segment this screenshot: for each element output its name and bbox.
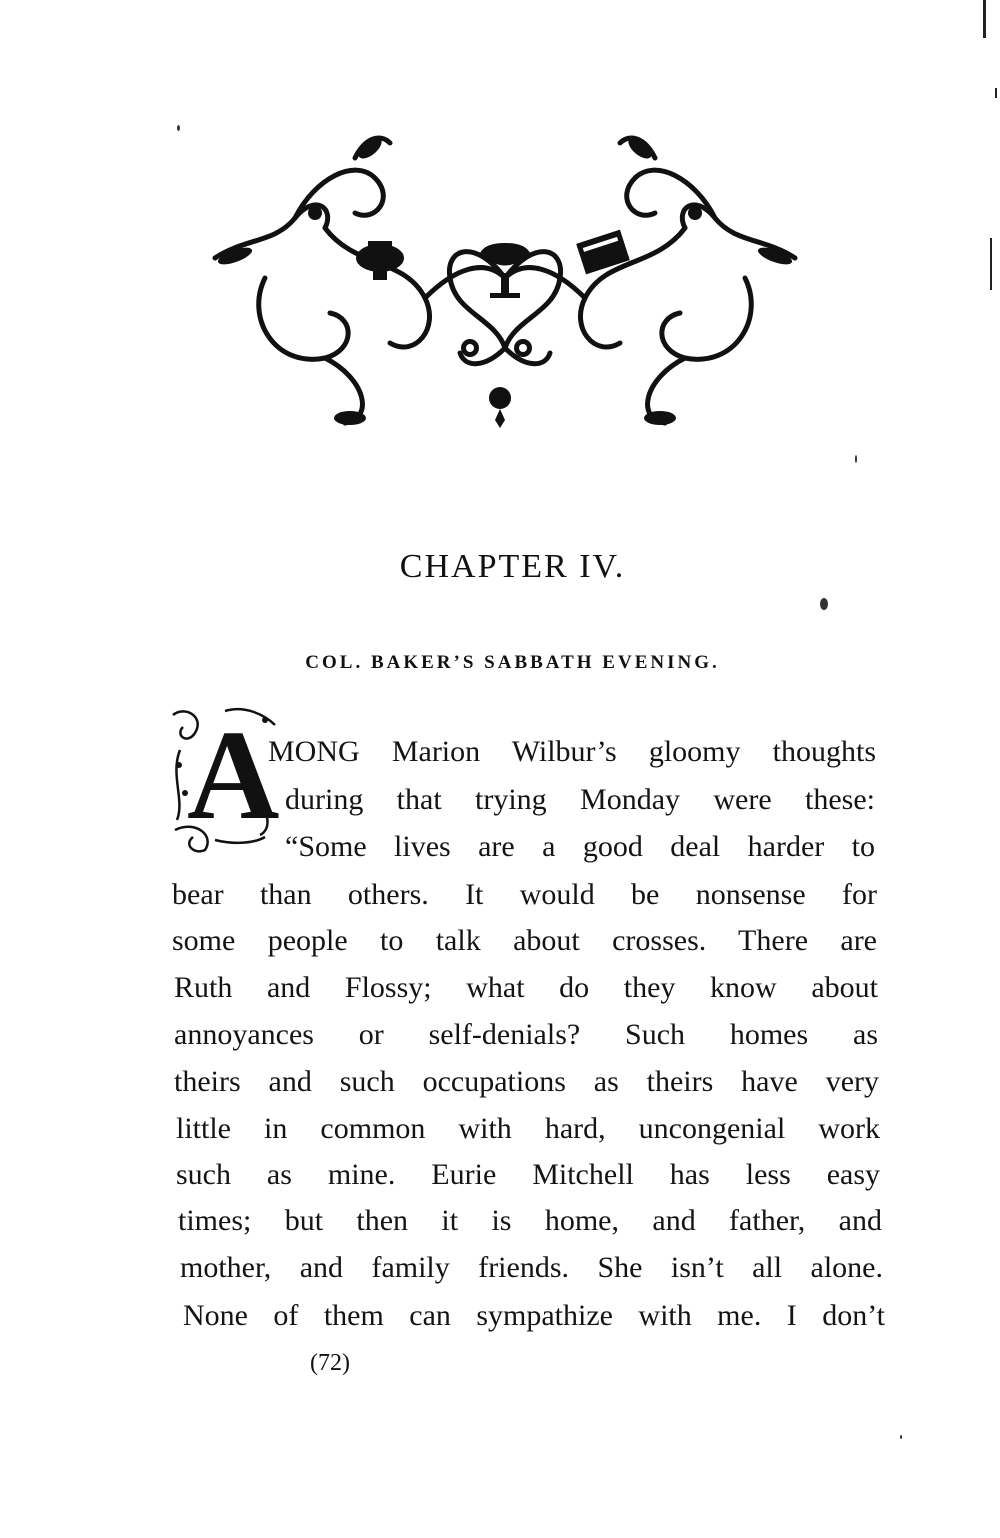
print-speck — [177, 125, 180, 131]
page-number: (72) — [310, 1350, 350, 1376]
body-line: “Some lives are a good deal harder to — [285, 830, 875, 863]
body-line: during that trying Monday were these: — [285, 783, 875, 816]
chapter-subtitle: COL. BAKER’S SABBATH EVENING. — [305, 652, 720, 673]
body-line: some people to talk about crosses. There are — [172, 924, 877, 957]
body-line: MONG Marion Wilbur’s gloomy thoughts — [268, 735, 876, 768]
chapter-title: CHAPTER IV. — [399, 548, 626, 585]
body-line: None of them can sympathize with me. I don’t — [183, 1299, 885, 1332]
print-speck — [900, 1435, 902, 1439]
body-line: such as mine. Eurie Mitchell has less easy — [176, 1158, 880, 1191]
drop-cap — [165, 705, 285, 855]
print-speck — [820, 598, 828, 610]
scan-edge-mark — [990, 238, 992, 290]
scan-edge-mark — [983, 0, 986, 38]
print-speck — [855, 455, 857, 463]
body-line: bear than others. It would be nonsense for — [172, 878, 877, 911]
drop-cap-letter: A — [187, 704, 280, 846]
scan-edge-mark — [995, 88, 997, 98]
body-line: annoyances or self-denials? Such homes as — [174, 1018, 878, 1051]
body-line: times; but then it is home, and father, and — [178, 1204, 882, 1237]
body-line: Ruth and Flossy; what do they know about — [174, 971, 878, 1004]
body-line: little in common with hard, uncongenial work — [176, 1112, 880, 1145]
floral-scroll-headpiece-icon — [205, 118, 805, 438]
body-line: mother, and family friends. She isn’t all alone. — [180, 1251, 883, 1284]
body-line: theirs and such occupations as theirs have very — [174, 1065, 879, 1098]
